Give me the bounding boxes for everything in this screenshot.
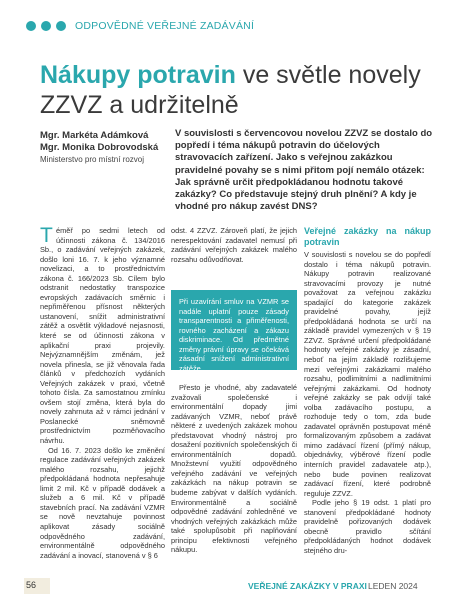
highlight-box: Při uzavírání smluv na VZMR se nadále uplatní pouze zásady transparentnosti a přiměřenosti, rovného zacházení a zákazu diskriminace. Od předmětné změny právní úpravy se očekává zásadní snížení administrativní zátěže.: [171, 290, 297, 370]
section-label: ODPOVĚDNÉ VEŘEJNÉ ZADÁVÁNÍ: [75, 20, 255, 32]
drop-cap: T: [40, 224, 53, 247]
author-name: Mgr. Monika Dobrovodská: [40, 142, 159, 153]
body-column-1: [40, 226, 165, 560]
body-paragraph: Podle jeho § 19 odst. 1 platí pro stanovení předpokládané hodnoty pravidelně pořizovaných dodávek obecně pravidlo sčítání předpokládaných hodnot dodávek stejného dru-: [304, 498, 431, 555]
bullet-dot-icon: [26, 21, 36, 31]
article-title-accent: Nákupy potravin: [40, 61, 236, 89]
bullet-dot-icon: [56, 21, 66, 31]
body-column-2-continued: [171, 383, 297, 555]
authors-block: [40, 130, 170, 165]
page-number: 56: [26, 580, 37, 590]
body-paragraph: Od 16. 7. 2023 došlo ke změnění regulace zadávání veřejných zakázek malého rozsahu, jejichž předpokládaná hodnota nepřesahuje limit 2 mil. Kč v případě dodávek a služeb a 6 mil. Kč v případě stavebních prací. Na zadávání VZMR se nově nevztahuje povinnost aplikovat zásady sociálně odpovědného zadávání, environmentálně odpovědného zadávání a inovací, stanovená v § 6: [40, 445, 165, 560]
bullet-dot-icon: [41, 21, 51, 31]
article-title: [40, 60, 450, 120]
section-header: [26, 20, 254, 32]
body-paragraph: T éměř po sedmi letech od účinnosti zákona č. 134/2016 Sb., o zadávání veřejných zakázek, došlo loni 16. 7. k jeho významné novelizaci, a to prostřednictvím zákona č. 166/2023 Sb. Cílem bylo odstranit nedostatky transpozice evropských zadávacích směrnic i nepřiměřenou přísnost některých ustanovení, snížit administrativní zátěž a osvětlit výkladové nejasnosti, které se od účinnosti zákona v aplikační praxi projevily. Nejvýznamnějším změnám, jež novela přinesla, se již věnovala řada článků v předchozích vydáních Veřejných zakázek v praxi, včetně tohoto čísla. Za samostatnou zmínku ovšem stojí změna, která byla do novely zahrnuta až v rámci jednání v Poslanecké sněmovně prostřednictvím pozměňovacího návrhu.: [40, 224, 165, 446]
publication-date: LEDEN 2024: [368, 581, 418, 591]
publication-title: VEŘEJNÉ ZAKÁZKY V PRAXI: [248, 581, 367, 591]
article-title-rest: ve světle novely ZZVZ a udržitelně: [40, 61, 421, 119]
body-column-2: [171, 226, 297, 264]
page-footer: [0, 572, 466, 600]
section-subheading: Veřejné zakázky na nákup potravin: [304, 226, 431, 247]
author-name: Mgr. Markéta Adámková: [40, 130, 149, 141]
body-paragraph: Přesto je vhodné, aby zadavatelé zvažovali společenské i environmentální dopady jimi zadávaných VZMR, neboť právě některé z uvedených zakázek mohou představovat vhodný nástroj pro dosažení pozitivních společenských či environmentálních dopadů. Množstevní využití odpovědného veřejného zadávání ve veřejných zakázkách na nákup potravin se budeme zabývat v dalších vydáních. Environmentálně a sociálně odpovědné zadávání zohledněné ve vhodných veřejných zakázkách může také spolupůsobit při naplňování principu efektivnosti veřejného nákupu.: [171, 383, 297, 555]
body-paragraph: odst. 4 ZZVZ. Zároveň platí, že jejich nerespektování zadavatel nemusí při zadávání veřejných zakázek malého rozsahu odůvodňovat.: [171, 226, 297, 264]
author-affiliation: Ministerstvo pro místní rozvoj: [40, 155, 145, 164]
body-paragraph: V souvislosti s novelou se do popředí dostalo i téma nákupů potravin. Nákupy potravin realizované stravovacími provozy je nutné považovat za veřejnou zakázku spadající do kategorie zakázek pravidelné povahy, jejíž předpokládaná hodnota se určí na základě pravidel vymezených v § 19 ZZVZ. Správné určení předpokládané hodnoty veřejné zakázky je zásadní, neboť na jejím základě rozlišujeme mezi veřejnými zakázkami malého rozsahu, podlimitními a nadlimitními veřejnými zakázkami. Od hodnoty veřejné zakázky se pak odvíjí také volba zadávacího postupu, a rozhoduje tedy o tom, zda bude zadavatel oprávněn postupovat méně formalizovaným způsobem a zadávat mimo zadávací řízení (přímý nákup, objednávky, výběrové řízení podle interních pravidel zadavatele atp.), nebo bude povinen realizovat zadávací řízení, které podrobně reguluje ZZVZ.: [304, 250, 431, 498]
lead-paragraph: V souvislosti s červencovou novelou ZZVZ se dostalo do popředí i téma nákupů potravin do účelových stravovacích zařízení. Jako s veřejnou zakázkou pravidelné povahy se s nimi přitom pojí nemálo otázek: Jak správně určit předpokládanou hodnotu takové zakázky? Co představuje stejný druh plnění? A kdy je vhodné pro nákup zavést DNS?: [175, 128, 433, 213]
body-column-3: [304, 226, 431, 556]
